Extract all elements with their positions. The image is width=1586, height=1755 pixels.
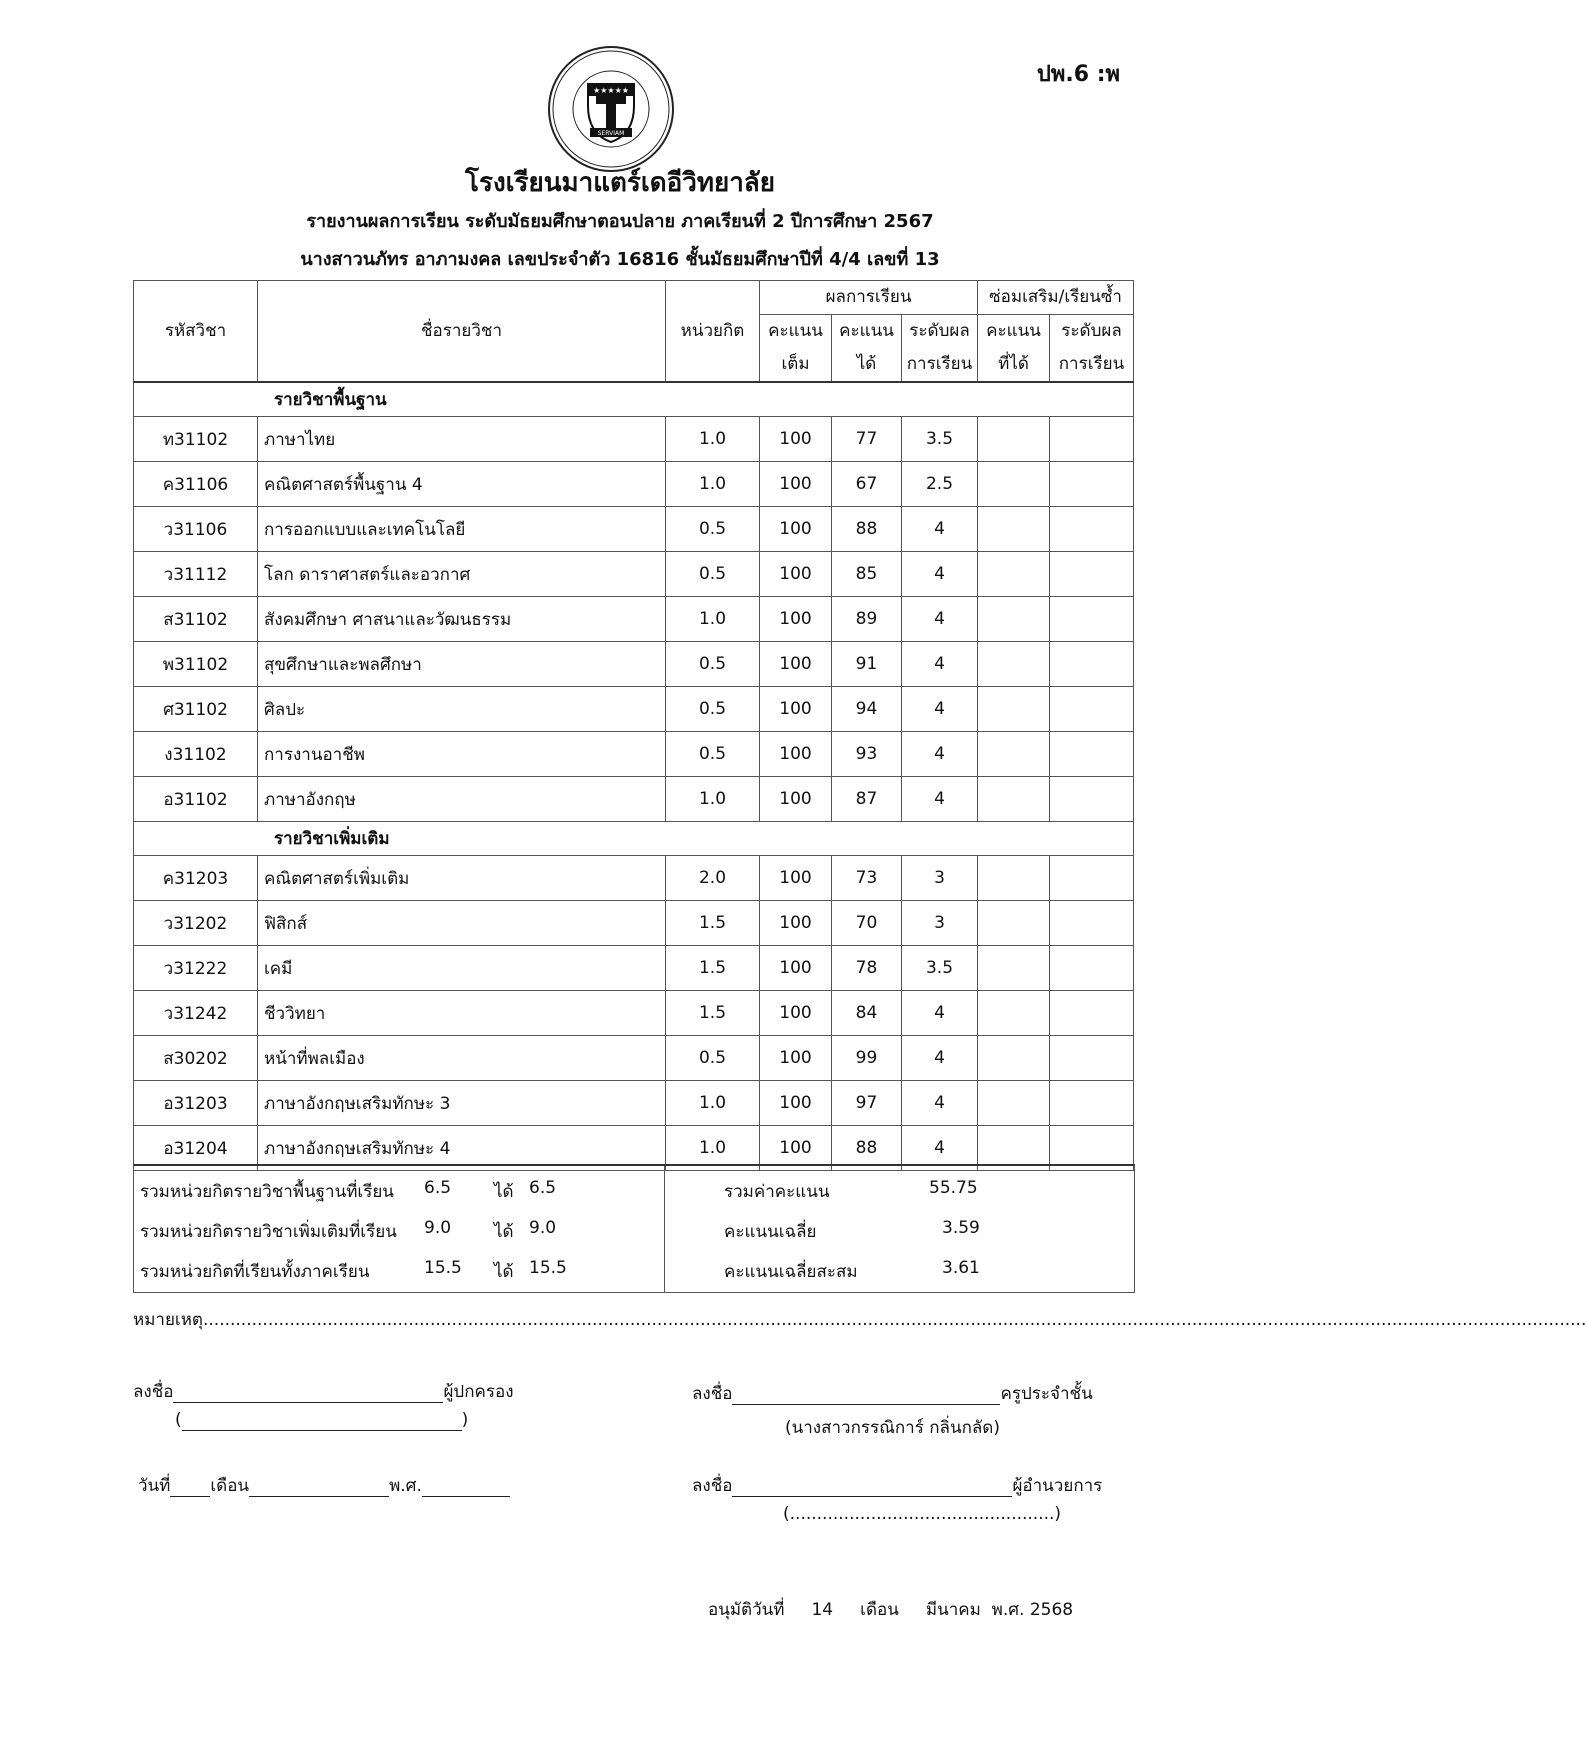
subject-code: ส30202	[134, 1036, 258, 1081]
school-crest-icon	[546, 44, 676, 174]
header-full-score: คะแนน	[760, 315, 832, 349]
score-cell: 91	[832, 642, 902, 687]
director-name-placeholder: (.................................................)	[783, 1504, 1062, 1524]
approval-label: อนุมัติวันที่	[708, 1600, 785, 1620]
header-grade: ระดับผล	[902, 315, 978, 349]
table-row	[134, 1081, 1134, 1126]
student-info: นางสาวนภัทร อาภามงคล เลขประจำตัว 16816 ชั้นมัธยมศึกษาปีที่ 4/4 เลขที่ 13	[300, 249, 940, 270]
remedial-grade-cell	[1050, 991, 1134, 1036]
full-score-cell: 100	[760, 642, 832, 687]
form-code: ปพ.6 :พ	[1036, 62, 1120, 87]
subject-code: ค31106	[134, 462, 258, 507]
summary-total-label: รวมหน่วยกิตที่เรียนทั้งภาคเรียน	[140, 1262, 370, 1282]
subject-code: ว31112	[134, 552, 258, 597]
table-row	[134, 732, 1134, 777]
subject-name: ภาษาอังกฤษเสริมทักษะ 4	[258, 1126, 666, 1171]
subject-code: ท31102	[134, 417, 258, 462]
summary-basic-label: รวมหน่วยกิตรายวิชาพื้นฐานที่เรียน	[140, 1182, 394, 1202]
header-credit: หน่วยกิต	[666, 281, 760, 383]
score-cell: 85	[832, 552, 902, 597]
remedial-score-cell	[978, 777, 1050, 822]
subject-code: ว31106	[134, 507, 258, 552]
table-row	[134, 946, 1134, 991]
grade-cell: 2.5	[902, 462, 978, 507]
grade-cell: 4	[902, 1126, 978, 1171]
table-row	[134, 552, 1134, 597]
subject-name: สุขศึกษาและพลศึกษา	[258, 642, 666, 687]
header-rem-score: คะแนน	[978, 315, 1050, 349]
grade-cell: 3	[902, 856, 978, 901]
full-score-cell: 100	[760, 991, 832, 1036]
summary-gpa-value: 3.59	[942, 1218, 980, 1238]
full-score-cell: 100	[760, 417, 832, 462]
remedial-score-cell	[978, 946, 1050, 991]
summary-total-got: 15.5	[529, 1258, 567, 1278]
score-cell: 87	[832, 777, 902, 822]
teacher-signature	[692, 1380, 1093, 1407]
subject-code: อ31102	[134, 777, 258, 822]
remedial-score-cell	[978, 732, 1050, 777]
remedial-score-cell	[978, 1081, 1050, 1126]
subject-name: ศิลปะ	[258, 687, 666, 732]
score-cell: 70	[832, 901, 902, 946]
subject-code: อ31203	[134, 1081, 258, 1126]
subject-code: ศ31102	[134, 687, 258, 732]
full-score-cell: 100	[760, 901, 832, 946]
summary-total-got-label: ได้	[494, 1262, 514, 1282]
full-score-cell: 100	[760, 946, 832, 991]
remedial-grade-cell	[1050, 1081, 1134, 1126]
table-row	[134, 1036, 1134, 1081]
header-grade-2: การเรียน	[902, 348, 978, 382]
remedial-grade-cell	[1050, 777, 1134, 822]
approval-year-label: พ.ศ.	[991, 1600, 1025, 1620]
score-cell: 73	[832, 856, 902, 901]
teacher-sign-label: ลงชื่อ	[692, 1384, 733, 1404]
remedial-grade-cell	[1050, 687, 1134, 732]
credit-cell: 0.5	[666, 687, 760, 732]
parent-signature	[133, 1378, 514, 1405]
remedial-grade-cell	[1050, 417, 1134, 462]
remedial-score-cell	[978, 991, 1050, 1036]
remedial-grade-cell	[1050, 507, 1134, 552]
credit-cell: 1.0	[666, 417, 760, 462]
table-row	[134, 687, 1134, 732]
header-remedial-group: ซ่อมเสริม/เรียนซ้ำ	[978, 281, 1134, 315]
credit-cell: 1.5	[666, 901, 760, 946]
credit-cell: 1.0	[666, 1126, 760, 1171]
subject-name: เคมี	[258, 946, 666, 991]
table-row	[134, 462, 1134, 507]
full-score-cell: 100	[760, 1036, 832, 1081]
full-score-cell: 100	[760, 856, 832, 901]
approval-year: 2568	[1029, 1600, 1074, 1620]
remedial-score-cell	[978, 856, 1050, 901]
remedial-grade-cell	[1050, 597, 1134, 642]
credit-cell: 1.0	[666, 462, 760, 507]
credit-cell: 2.0	[666, 856, 760, 901]
remark-label: หมายเหตุ	[133, 1310, 203, 1330]
credit-cell: 1.0	[666, 1081, 760, 1126]
svg-text:★★★★★: ★★★★★	[593, 86, 629, 95]
full-score-cell: 100	[760, 552, 832, 597]
table-row	[134, 507, 1134, 552]
subject-code: ง31102	[134, 732, 258, 777]
score-cell: 99	[832, 1036, 902, 1081]
grade-cell: 4	[902, 507, 978, 552]
table-row	[134, 777, 1134, 822]
full-score-cell: 100	[760, 687, 832, 732]
subject-name: โลก ดาราศาสตร์และอวกาศ	[258, 552, 666, 597]
remedial-grade-cell	[1050, 856, 1134, 901]
summary-gpax-value: 3.61	[942, 1258, 980, 1278]
remedial-score-cell	[978, 1036, 1050, 1081]
remedial-grade-cell	[1050, 1036, 1134, 1081]
credit-cell: 0.5	[666, 507, 760, 552]
remedial-score-cell	[978, 462, 1050, 507]
score-cell: 88	[832, 1126, 902, 1171]
remedial-grade-cell	[1050, 462, 1134, 507]
remedial-score-cell	[978, 597, 1050, 642]
remedial-grade-cell	[1050, 642, 1134, 687]
grade-cell: 4	[902, 1081, 978, 1126]
grade-cell: 4	[902, 687, 978, 732]
credit-cell: 0.5	[666, 642, 760, 687]
credit-cell: 0.5	[666, 552, 760, 597]
director-signature	[692, 1472, 1102, 1499]
header-name: ชื่อรายวิชา	[258, 281, 666, 383]
credit-cell: 1.5	[666, 991, 760, 1036]
remedial-score-cell	[978, 417, 1050, 462]
summary-gpax-label: คะแนนเฉลี่ยสะสม	[724, 1262, 858, 1282]
grades-table	[133, 280, 1134, 1171]
header-score-2: ได้	[832, 348, 902, 382]
subject-code: ว31242	[134, 991, 258, 1036]
summary-sum-points-label: รวมค่าคะแนน	[724, 1182, 830, 1202]
svg-text:SERVIAM: SERVIAM	[597, 130, 625, 137]
full-score-cell: 100	[760, 462, 832, 507]
full-score-cell: 100	[760, 597, 832, 642]
summary-extra-got-label: ได้	[494, 1222, 514, 1242]
parent-role: ผู้ปกครอง	[443, 1382, 514, 1402]
remedial-grade-cell	[1050, 901, 1134, 946]
grade-cell: 3.5	[902, 417, 978, 462]
full-score-cell: 100	[760, 1126, 832, 1171]
subject-name: การงานอาชีพ	[258, 732, 666, 777]
remedial-grade-cell	[1050, 552, 1134, 597]
grade-cell: 4	[902, 552, 978, 597]
header-score: คะแนน	[832, 315, 902, 349]
remedial-score-cell	[978, 901, 1050, 946]
score-cell: 97	[832, 1081, 902, 1126]
summary-extra-got: 9.0	[529, 1218, 557, 1238]
table-row	[134, 856, 1134, 901]
subject-code: พ31102	[134, 642, 258, 687]
grade-cell: 4	[902, 991, 978, 1036]
subject-name: สังคมศึกษา ศาสนาและวัฒนธรรม	[258, 597, 666, 642]
teacher-role: ครูประจำชั้น	[1000, 1384, 1093, 1404]
subject-name: ภาษาอังกฤษ	[258, 777, 666, 822]
credit-cell: 0.5	[666, 1036, 760, 1081]
summary-extra-label: รวมหน่วยกิตรายวิชาเพิ่มเติมที่เรียน	[140, 1222, 397, 1242]
header-rem-grade: ระดับผล	[1050, 315, 1134, 349]
score-cell: 94	[832, 687, 902, 732]
date-month-label: เดือน	[210, 1476, 250, 1496]
credit-cell: 0.5	[666, 732, 760, 777]
score-cell: 78	[832, 946, 902, 991]
summary-extra-value: 9.0	[424, 1218, 452, 1238]
remedial-score-cell	[978, 687, 1050, 732]
subject-name: ภาษาอังกฤษเสริมทักษะ 3	[258, 1081, 666, 1126]
summary-total-value: 15.5	[424, 1258, 462, 1278]
table-row	[134, 991, 1134, 1036]
header-result-group: ผลการเรียน	[760, 281, 978, 315]
parent-name-line: ( )	[175, 1410, 469, 1430]
subject-name: คณิตศาสตร์เพิ่มเติม	[258, 856, 666, 901]
score-cell: 84	[832, 991, 902, 1036]
subject-code: ส31102	[134, 597, 258, 642]
date-year-label: พ.ศ.	[389, 1476, 422, 1496]
subject-code: ว31222	[134, 946, 258, 991]
full-score-cell: 100	[760, 507, 832, 552]
director-role: ผู้อำนวยการ	[1012, 1476, 1103, 1496]
teacher-name: (นางสาวกรรณิการ์ กลิ่นกลัด)	[785, 1418, 1000, 1438]
subject-name: ฟิสิกส์	[258, 901, 666, 946]
score-cell: 89	[832, 597, 902, 642]
category-label: รายวิชาพื้นฐาน	[134, 382, 1134, 417]
header-code: รหัสวิชา	[134, 281, 258, 383]
category-label: รายวิชาเพิ่มเติม	[134, 822, 1134, 856]
full-score-cell: 100	[760, 777, 832, 822]
table-row	[134, 597, 1134, 642]
score-cell: 88	[832, 507, 902, 552]
grade-cell: 4	[902, 642, 978, 687]
full-score-cell: 100	[760, 732, 832, 777]
grade-cell: 4	[902, 1036, 978, 1081]
date-line	[138, 1472, 510, 1499]
grade-cell: 4	[902, 597, 978, 642]
credit-cell: 1.0	[666, 777, 760, 822]
header-full-score-2: เต็ม	[760, 348, 832, 382]
remedial-grade-cell	[1050, 946, 1134, 991]
score-cell: 93	[832, 732, 902, 777]
remedial-score-cell	[978, 507, 1050, 552]
summary-basic-got: 6.5	[529, 1178, 557, 1198]
subject-code: อ31204	[134, 1126, 258, 1171]
date-day-label: วันที่	[138, 1476, 171, 1496]
header-rem-grade-2: การเรียน	[1050, 348, 1134, 382]
subject-name: ชีววิทยา	[258, 991, 666, 1036]
approval-month-label: เดือน	[860, 1600, 899, 1620]
credit-cell: 1.5	[666, 946, 760, 991]
subject-name: การออกแบบและเทคโนโลยี	[258, 507, 666, 552]
subject-name: หน้าที่พลเมือง	[258, 1036, 666, 1081]
director-sign-label: ลงชื่อ	[692, 1476, 733, 1496]
category-row	[134, 822, 1134, 856]
summary-gpa-label: คะแนนเฉลี่ย	[724, 1222, 817, 1242]
remark-line: หมายเหตุ................................................................................................................................................................................................................................................................	[133, 1310, 1586, 1330]
score-cell: 77	[832, 417, 902, 462]
approval-line	[708, 1596, 1073, 1623]
summary-box	[133, 1164, 1135, 1293]
school-name: โรงเรียนมาแตร์เดอีวิทยาลัย	[465, 168, 775, 198]
parent-sign-label: ลงชื่อ	[133, 1382, 174, 1402]
header-rem-score-2: ที่ได้	[978, 348, 1050, 382]
subject-code: ค31203	[134, 856, 258, 901]
grade-cell: 4	[902, 777, 978, 822]
table-row	[134, 417, 1134, 462]
grade-cell: 3	[902, 901, 978, 946]
credit-cell: 1.0	[666, 597, 760, 642]
report-title: รายงานผลการเรียน ระดับมัธยมศึกษาตอนปลาย ภาคเรียนที่ 2 ปีการศึกษา 2567	[306, 211, 934, 232]
summary-basic-got-label: ได้	[494, 1182, 514, 1202]
subject-name: คณิตศาสตร์พื้นฐาน 4	[258, 462, 666, 507]
table-row	[134, 642, 1134, 687]
approval-month: มีนาคม	[925, 1600, 981, 1620]
table-row	[134, 901, 1134, 946]
remedial-grade-cell	[1050, 732, 1134, 777]
full-score-cell: 100	[760, 1081, 832, 1126]
subject-code: ว31202	[134, 901, 258, 946]
remedial-score-cell	[978, 642, 1050, 687]
summary-basic-value: 6.5	[424, 1178, 452, 1198]
approval-day: 14	[811, 1600, 834, 1620]
summary-sum-points-value: 55.75	[929, 1178, 978, 1198]
subject-name: ภาษาไทย	[258, 417, 666, 462]
remedial-score-cell	[978, 552, 1050, 597]
score-cell: 67	[832, 462, 902, 507]
category-row	[134, 382, 1134, 417]
grade-cell: 3.5	[902, 946, 978, 991]
grade-cell: 4	[902, 732, 978, 777]
